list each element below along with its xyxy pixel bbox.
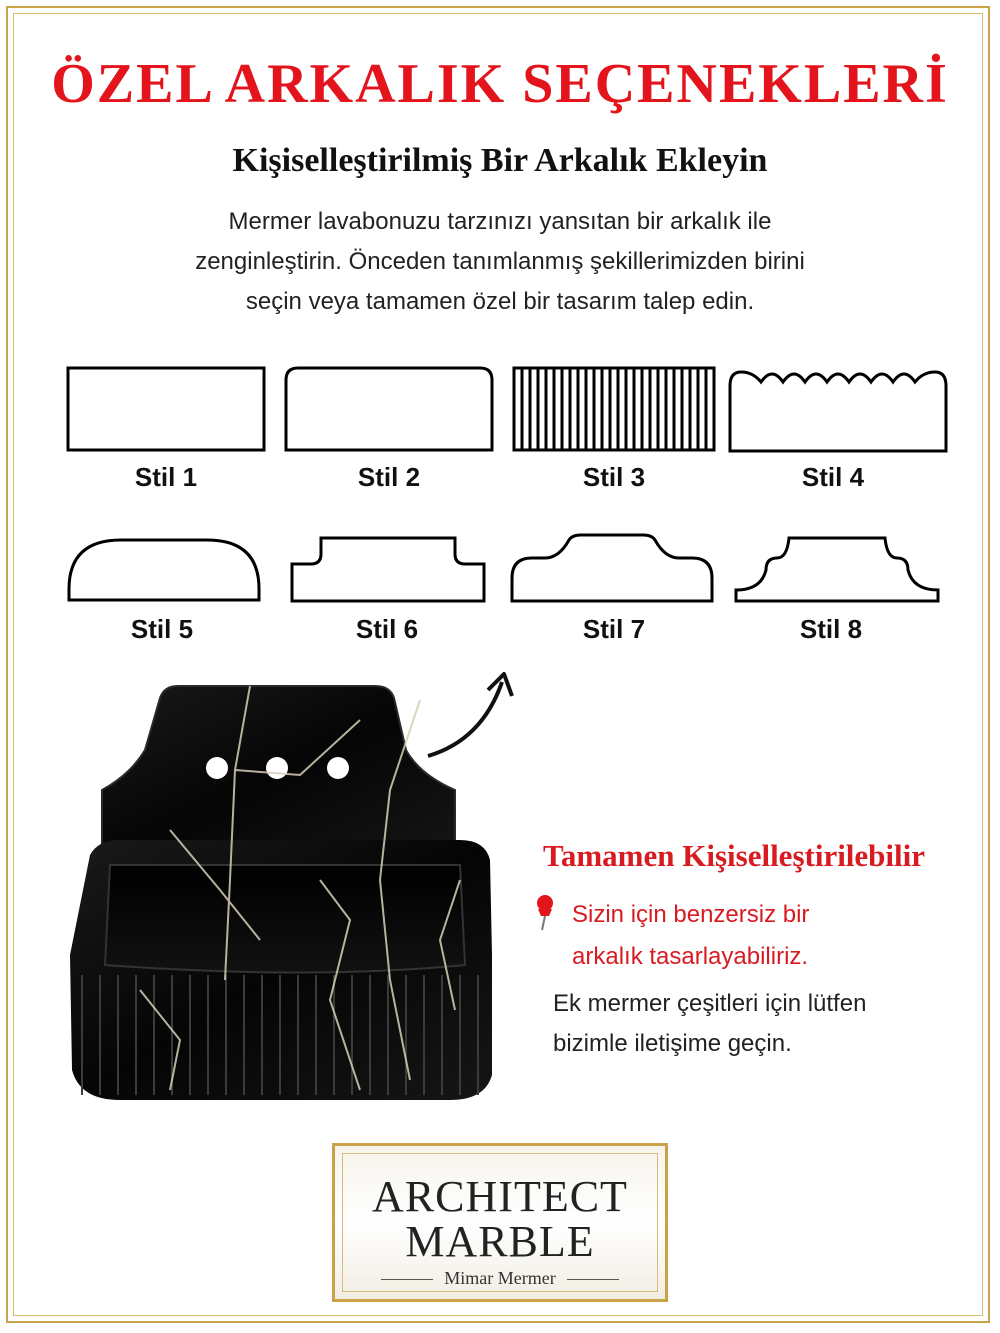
style-2-shape[interactable] xyxy=(284,366,494,452)
contact-text xyxy=(553,984,913,1064)
style-2-label: Stil 2 xyxy=(357,462,421,492)
style-1-label: Stil 1 xyxy=(134,462,198,492)
customizable-text xyxy=(572,894,872,978)
intro-line: Mermer lavabonuzu tarzınızı yansıtan bir arkalık ile xyxy=(228,208,772,235)
logo-rule-right xyxy=(567,1279,619,1280)
style-8-shape[interactable] xyxy=(733,532,941,604)
pushpin-icon xyxy=(532,893,562,938)
logo-subtitle: Mimar Mermer xyxy=(444,1268,556,1288)
style-8-label: Stil 8 xyxy=(799,614,863,644)
style-5-label: Stil 5 xyxy=(130,614,194,644)
style-4-shape[interactable] xyxy=(727,360,949,454)
logo-line-1: ARCHITECT xyxy=(372,1172,628,1221)
style-6-shape[interactable] xyxy=(289,534,487,604)
style-1-shape[interactable] xyxy=(66,366,266,452)
intro-line: zenginleştirin. Önceden tanımlanmış şekillerimizden birini xyxy=(195,248,805,275)
page-subtitle: Kişiselleştirilmiş Bir Arkalık Ekleyin xyxy=(232,142,768,179)
logo-line-2: MARBLE xyxy=(405,1217,595,1266)
custom-line: Sizin için benzersiz bir xyxy=(572,901,810,928)
style-4-label: Stil 4 xyxy=(801,462,865,492)
page-title: ÖZEL ARKALIK SEÇENEKLERİ xyxy=(51,53,949,115)
curved-arrow-icon xyxy=(420,668,530,773)
contact-line: bizimle iletişime geçin. xyxy=(553,1030,792,1057)
intro-text xyxy=(150,202,850,322)
contact-line: Ek mermer çeşitleri için lütfen xyxy=(553,990,867,1017)
customizable-title: Tamamen Kişiselleştirilebilir xyxy=(543,838,926,873)
style-3-shape[interactable] xyxy=(512,366,716,452)
custom-line: arkalık tasarlayabiliriz. xyxy=(572,943,809,970)
style-5-shape[interactable] xyxy=(66,537,262,603)
architect-marble-logo xyxy=(332,1143,668,1302)
style-3-label: Stil 3 xyxy=(582,462,646,492)
intro-line: seçin veya tamamen özel bir tasarım talep edin. xyxy=(245,288,755,315)
style-7-shape[interactable] xyxy=(509,532,715,604)
style-7-label: Stil 7 xyxy=(582,614,646,644)
style-6-label: Stil 6 xyxy=(355,614,419,644)
